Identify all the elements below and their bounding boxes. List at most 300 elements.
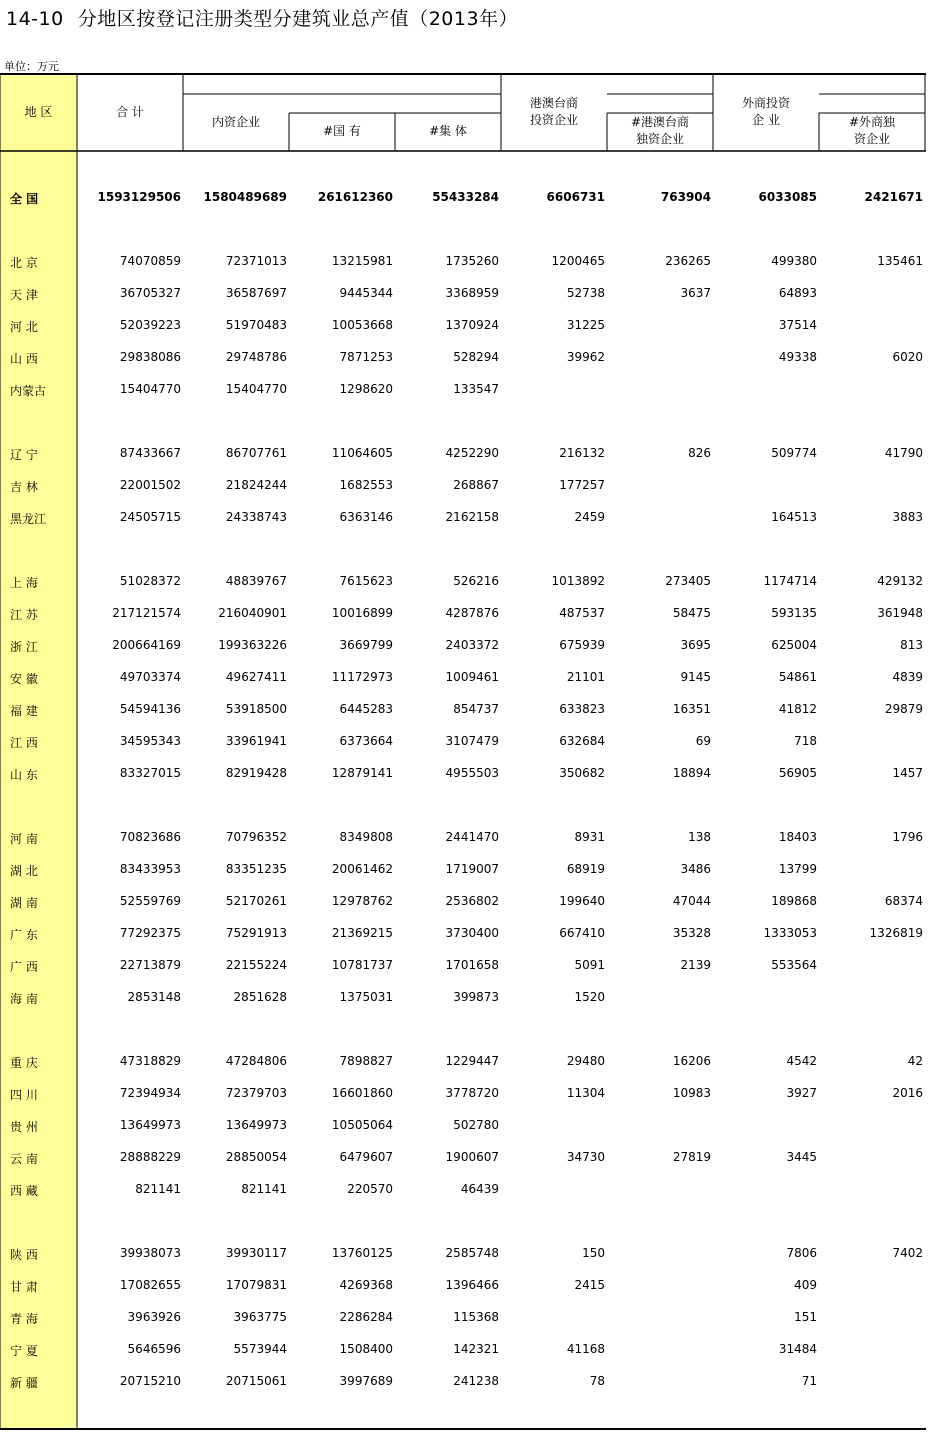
table-row [0,702,926,722]
table-cell: 10053668 [331,318,393,332]
table-cell: 72394934 [119,1086,181,1100]
table-cell: 138 [688,830,711,844]
table-cell: 2403372 [445,638,499,652]
table-cell: 49338 [778,350,817,364]
table-cell: 241238 [453,1374,499,1388]
table-row [0,1054,926,1074]
table-cell: 4542 [786,1054,817,1068]
header-hmt-sole-line2: 独资企业 [635,132,684,146]
table-row-total [0,190,926,210]
table-cell: 13799 [778,862,817,876]
table-cell: 1508400 [339,1342,393,1356]
table-cell: 28850054 [225,1150,287,1164]
table-cell: 16206 [672,1054,711,1068]
header-hmt-sole [607,114,713,148]
header-foreign-invested [713,95,819,129]
table-cell: 47284806 [225,1054,287,1068]
table-cell: 625004 [771,638,817,652]
table-row [0,318,926,338]
table-cell: 1174714 [763,574,817,588]
header-state-owned: #国 有 [323,124,361,138]
table-row [0,734,926,754]
table-cell: 553564 [771,958,817,972]
table-cell: 31225 [566,318,605,332]
region-name: 重 庆 [10,1056,38,1070]
table-cell: 220570 [347,1182,393,1196]
table-cell: 2139 [680,958,711,972]
table-cell: 46439 [460,1182,499,1196]
table-cell: 135461 [877,254,923,268]
region-name: 海 南 [10,992,38,1006]
table-cell: 150 [582,1246,605,1260]
table-cell: 20061462 [331,862,393,876]
table-cell: 22001502 [119,478,181,492]
table-cell: 52039223 [119,318,181,332]
header-total: 合 计 [116,105,144,119]
table-cell: 70823686 [119,830,181,844]
table-cell: 27819 [672,1150,711,1164]
page-title [6,4,518,31]
table-cell: 2441470 [445,830,499,844]
table-cell: 821141 [135,1182,181,1196]
table-cell: 3730400 [445,926,499,940]
table-cell: 48839767 [225,574,287,588]
table-cell: 5646596 [127,1342,181,1356]
table-cell: 39930117 [225,1246,287,1260]
table-cell: 87433667 [119,446,181,460]
table-row [0,1086,926,1106]
table-cell: 429132 [877,574,923,588]
table-cell: 4269368 [339,1278,393,1292]
region-name: 陕 西 [10,1248,38,1262]
table-cell: 8349808 [339,830,393,844]
table-cell: 9145 [680,670,711,684]
header-foreign-line2: 企 业 [752,113,780,127]
table-cell: 813 [900,638,923,652]
table-cell: 10505064 [331,1118,393,1132]
table-cell: 58475 [672,606,711,620]
table-cell: 22155224 [225,958,287,972]
table-row [0,926,926,946]
table-cell: 11064605 [331,446,393,460]
table-cell: 13215981 [331,254,393,268]
table-cell: 409 [794,1278,817,1292]
table-cell: 56905 [778,766,817,780]
table-cell: 41168 [566,1342,605,1356]
table-row [0,638,926,658]
table-cell: 633823 [559,702,605,716]
table-cell: 15404770 [225,382,287,396]
table-cell: 75291913 [225,926,287,940]
table-cell: 216132 [559,446,605,460]
table-cell: 4252290 [445,446,499,460]
table-cell: 41790 [884,446,923,460]
table-cell: 39962 [566,350,605,364]
region-name: 河 北 [10,320,38,334]
table-cell: 7898827 [339,1054,393,1068]
table-cell: 821141 [241,1182,287,1196]
table-cell: 3368959 [445,286,499,300]
table-cell: 1580489689 [203,190,287,204]
table-cell: 261612360 [317,190,393,204]
table-cell: 36587697 [225,286,287,300]
table-cell: 55433284 [432,190,499,204]
table-cell: 177257 [559,478,605,492]
table-cell: 268867 [453,478,499,492]
table-row [0,574,926,594]
table-cell: 41812 [778,702,817,716]
header-hmt-sole-line1: #港澳台商 [630,115,690,129]
table-cell: 51970483 [225,318,287,332]
table-cell: 1735260 [445,254,499,268]
header-foreign-sole [819,114,925,148]
table-cell: 33961941 [225,734,287,748]
region-name: 江 西 [10,736,38,750]
table-cell: 36705327 [119,286,181,300]
table-cell: 1520 [574,990,605,1004]
table-cell: 86707761 [225,446,287,460]
table-cell: 3963926 [127,1310,181,1324]
table-cell: 2459 [574,510,605,524]
table-cell: 2286284 [339,1310,393,1324]
region-name: 山 西 [10,352,38,366]
table-cell: 4287876 [445,606,499,620]
unit-label: 单位：万元 [4,60,59,73]
table-cell: 21824244 [225,478,287,492]
table-cell: 1013892 [551,574,605,588]
table-cell: 10781737 [331,958,393,972]
table-cell: 12978762 [331,894,393,908]
table-cell: 29838086 [119,350,181,364]
table-cell: 526216 [453,574,499,588]
table-cell: 502780 [453,1118,499,1132]
table-cell: 1796 [892,830,923,844]
table-cell: 15404770 [119,382,181,396]
table-cell: 1333053 [763,926,817,940]
table-number: 14-10 [6,8,64,30]
header-collective: #集 体 [429,124,467,138]
table-row [0,1310,926,1330]
table-cell: 83327015 [119,766,181,780]
table-cell: 4839 [892,670,923,684]
table-cell: 11304 [566,1086,605,1100]
table-cell: 3778720 [445,1086,499,1100]
table-cell: 1396466 [445,1278,499,1292]
region-name: 福 建 [10,704,38,718]
table-cell: 2851628 [233,990,287,1004]
region-name: 湖 南 [10,896,38,910]
table-cell: 52738 [566,286,605,300]
region-name: 安 徽 [10,672,38,686]
table-cell: 6445283 [339,702,393,716]
table-cell: 3883 [892,510,923,524]
region-name: 云 南 [10,1152,38,1166]
table-cell: 51028372 [119,574,181,588]
table-row [0,862,926,882]
table-cell: 13649973 [119,1118,181,1132]
table-cell: 509774 [771,446,817,460]
header-hmt-line2: 投资企业 [529,113,578,127]
table-cell: 499380 [771,254,817,268]
table-row [0,958,926,978]
table-cell: 826 [688,446,711,460]
table-row [0,1118,926,1138]
table-row [0,286,926,306]
region-name: 西 藏 [10,1184,38,1198]
header-hmt-line1: 港澳台商 [529,96,578,110]
table-row [0,382,926,402]
table-cell: 13649973 [225,1118,287,1132]
table-cell: 1370924 [445,318,499,332]
table-cell: 13760125 [331,1246,393,1260]
table-cell: 39938073 [119,1246,181,1260]
table-cell: 1457 [892,766,923,780]
table-cell: 593135 [771,606,817,620]
table-cell: 10983 [672,1086,711,1100]
table-title: 分地区按登记注册类型分建筑业总产值（2013年） [77,8,519,30]
table-cell: 2415 [574,1278,605,1292]
table-cell: 34730 [566,1150,605,1164]
region-name: 河 南 [10,832,38,846]
table-cell: 52170261 [225,894,287,908]
table-cell: 74070859 [119,254,181,268]
table-cell: 3445 [786,1150,817,1164]
table-cell: 3997689 [339,1374,393,1388]
region-name: 甘 肃 [10,1280,38,1294]
table-row [0,254,926,274]
header-foreign-sole-line1: #外商独 [848,115,896,129]
table-cell: 16601860 [331,1086,393,1100]
table-cell: 7871253 [339,350,393,364]
table-cell: 217121574 [112,606,181,620]
table-cell: 54594136 [119,702,181,716]
table-cell: 1375031 [339,990,393,1004]
table-cell: 18403 [778,830,817,844]
table-cell: 1298620 [339,382,393,396]
table-cell: 72371013 [225,254,287,268]
table-cell: 1682553 [339,478,393,492]
region-name: 山 东 [10,768,38,782]
table-cell: 4955503 [445,766,499,780]
region-name: 浙 江 [10,640,38,654]
table-row [0,606,926,626]
header-foreign-line1: 外商投资 [741,96,790,110]
table-cell: 72379703 [225,1086,287,1100]
table-cell: 69 [695,734,711,748]
table-cell: 47318829 [119,1054,181,1068]
region-name: 内蒙古 [10,384,47,398]
table-cell: 28888229 [119,1150,181,1164]
region-name: 天 津 [10,288,38,302]
table-cell: 64893 [778,286,817,300]
table-row [0,1342,926,1362]
table-row [0,830,926,850]
table-cell: 2016 [892,1086,923,1100]
table-cell: 83433953 [119,862,181,876]
header-domestic: 内资企业 [211,115,260,129]
table-cell: 16351 [672,702,711,716]
table-cell: 6373664 [339,734,393,748]
region-name: 贵 州 [10,1120,38,1134]
table-cell: 142321 [453,1342,499,1356]
table-cell: 199640 [559,894,605,908]
table-cell: 71 [801,1374,817,1388]
table-cell: 21101 [566,670,605,684]
region-name: 上 海 [10,576,38,590]
table-cell: 216040901 [218,606,287,620]
table-cell: 20715061 [225,1374,287,1388]
table-cell: 200664169 [112,638,181,652]
table-cell: 1900607 [445,1150,499,1164]
table-cell: 115368 [453,1310,499,1324]
table-cell: 1200465 [551,254,605,268]
table-cell: 9445344 [339,286,393,300]
table-row [0,1374,926,1394]
table-cell: 7806 [786,1246,817,1260]
table-cell: 49627411 [225,670,287,684]
table-cell: 10016899 [331,606,393,620]
table-cell: 49703374 [119,670,181,684]
table-cell: 3637 [680,286,711,300]
table-row [0,990,926,1010]
table-row [0,1278,926,1298]
table-cell: 5573944 [233,1342,287,1356]
table-cell: 632684 [559,734,605,748]
table-cell: 718 [794,734,817,748]
table-cell: 361948 [877,606,923,620]
table-cell: 68919 [566,862,605,876]
region-name: 江 苏 [10,608,38,622]
table-cell: 528294 [453,350,499,364]
table-cell: 35328 [672,926,711,940]
table-cell: 350682 [559,766,605,780]
table-cell: 133547 [453,382,499,396]
table-cell: 5091 [574,958,605,972]
table-row [0,478,926,498]
table-cell: 3927 [786,1086,817,1100]
region-name: 青 海 [10,1312,38,1326]
table-cell: 8931 [574,830,605,844]
table-cell: 3486 [680,862,711,876]
table-cell: 29748786 [225,350,287,364]
table-cell: 82919428 [225,766,287,780]
table-cell: 24505715 [119,510,181,524]
table-cell: 667410 [559,926,605,940]
table-cell: 11172973 [331,670,393,684]
table-cell: 54861 [778,670,817,684]
table-cell: 31484 [778,1342,817,1356]
table-cell: 77292375 [119,926,181,940]
table-cell: 1009461 [445,670,499,684]
table-cell: 68374 [884,894,923,908]
table-cell: 29879 [884,702,923,716]
table-cell: 2162158 [445,510,499,524]
region-name: 辽 宁 [10,448,38,462]
table-cell: 7402 [892,1246,923,1260]
table-cell: 42 [907,1054,923,1068]
table-cell: 399873 [453,990,499,1004]
table-row [0,894,926,914]
table-cell: 7615623 [339,574,393,588]
table-cell: 236265 [665,254,711,268]
table-cell: 6606731 [546,190,605,204]
table-cell: 37514 [778,318,817,332]
table-cell: 24338743 [225,510,287,524]
region-name: 全 国 [10,192,39,206]
table-cell: 22713879 [119,958,181,972]
table-row [0,670,926,690]
table-cell: 1719007 [445,862,499,876]
table-cell: 2421671 [864,190,923,204]
table-cell: 1593129506 [97,190,181,204]
table-cell: 763904 [660,190,711,204]
table-cell: 70796352 [225,830,287,844]
table-cell: 17079831 [225,1278,287,1292]
header-hmt-invested [501,95,607,129]
table-cell: 20715210 [119,1374,181,1388]
table-cell: 675939 [559,638,605,652]
region-name: 四 川 [10,1088,38,1102]
table-cell: 273405 [665,574,711,588]
table-cell: 1326819 [869,926,923,940]
header-region: 地 区 [24,105,53,119]
table-cell: 854737 [453,702,499,716]
table-row [0,1182,926,1202]
table-cell: 6020 [892,350,923,364]
table-row [0,1150,926,1170]
table-row [0,1246,926,1266]
table-cell: 164513 [771,510,817,524]
table-row [0,510,926,530]
region-name: 吉 林 [10,480,38,494]
table-cell: 2853148 [127,990,181,1004]
table-cell: 21369215 [331,926,393,940]
table-cell: 3963775 [233,1310,287,1324]
table-cell: 34595343 [119,734,181,748]
table-cell: 2585748 [445,1246,499,1260]
header-foreign-sole-line2: 资企业 [853,132,890,146]
table-cell: 3107479 [445,734,499,748]
table-cell: 199363226 [218,638,287,652]
table-cell: 6479607 [339,1150,393,1164]
table-cell: 53918500 [225,702,287,716]
table-cell: 3695 [680,638,711,652]
table-cell: 1701658 [445,958,499,972]
table-cell: 6033085 [758,190,817,204]
table-cell: 487537 [559,606,605,620]
table-cell: 78 [589,1374,605,1388]
table-cell: 12879141 [331,766,393,780]
table-row [0,350,926,370]
table-cell: 189868 [771,894,817,908]
region-name: 广 西 [10,960,38,974]
table-cell: 1229447 [445,1054,499,1068]
table-cell: 83351235 [225,862,287,876]
table-cell: 6363146 [339,510,393,524]
data-table [0,73,926,1430]
table-row [0,766,926,786]
region-name: 广 东 [10,928,38,942]
region-name: 湖 北 [10,864,38,878]
table-cell: 29480 [566,1054,605,1068]
table-cell: 47044 [672,894,711,908]
region-name: 宁 夏 [10,1344,38,1358]
region-name: 黑龙江 [10,512,47,526]
table-cell: 52559769 [119,894,181,908]
table-cell: 3669799 [339,638,393,652]
region-name: 北 京 [10,256,38,270]
table-cell: 2536802 [445,894,499,908]
